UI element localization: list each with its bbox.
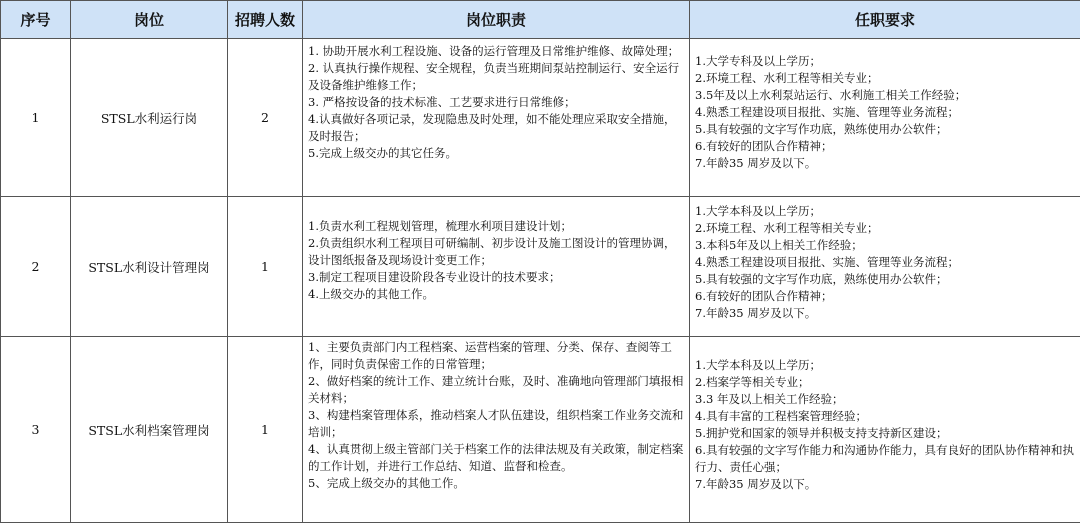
duty-item: 5.完成上级交办的其它任务。 xyxy=(308,146,457,160)
row-seq: 3 xyxy=(1,337,71,523)
requirement-item: 5.具有较强的文字写作功底，熟练使用办公软件； xyxy=(695,122,948,136)
requirement-item: 6.有较好的团队合作精神； xyxy=(695,139,833,153)
table-row xyxy=(1,39,1080,197)
row-duties xyxy=(303,337,690,523)
header-requirements: 任职要求 xyxy=(690,1,1080,39)
duty-item: 1、主要负责部门内工程档案、运营档案的管理、分类、保存、查阅等工作，同时负责保密工作的日常管理； xyxy=(308,340,672,371)
requirement-item: 4.熟悉工程建设项目报批、实施、管理等业务流程； xyxy=(695,255,959,269)
row-position: STSL水利档案管理岗 xyxy=(71,337,228,523)
header-count: 招聘人数 xyxy=(228,1,303,39)
duty-item: 1.负责水利工程规划管理，梳理水利项目建设计划； xyxy=(308,219,572,233)
duty-item: 2. 认真执行操作规程、安全规程，负责当班期间泵站控制运行、安全运行及设备维护维修工作； xyxy=(308,61,680,92)
requirement-item: 2.环境工程、水利工程等相关专业； xyxy=(695,221,879,235)
row-seq: 1 xyxy=(1,39,71,197)
requirement-item: 6.有较好的团队合作精神； xyxy=(695,289,833,303)
requirement-item: 1.大学本科及以上学历； xyxy=(695,358,821,372)
requirement-item: 4.具有丰富的工程档案管理经验； xyxy=(695,409,867,423)
duty-item: 3. 严格按设备的技术标准、工艺要求进行日常维修； xyxy=(308,95,576,109)
row-duties xyxy=(303,39,690,197)
duty-item: 3.制定工程项目建设阶段各专业设计的技术要求； xyxy=(308,270,561,284)
requirement-item: 1.大学本科及以上学历； xyxy=(695,204,821,218)
table-row xyxy=(1,197,1080,337)
header-seq: 序号 xyxy=(1,1,71,39)
requirement-item: 7.年龄35 周岁及以下。 xyxy=(695,306,817,320)
requirement-item: 4.熟悉工程建设项目报批、实施、管理等业务流程； xyxy=(695,105,959,119)
table-row xyxy=(1,337,1080,523)
row-count: 1 xyxy=(228,197,303,337)
header-duties: 岗位职责 xyxy=(303,1,690,39)
row-requirements xyxy=(690,39,1080,197)
requirement-item: 1.大学专科及以上学历； xyxy=(695,54,821,68)
duty-item: 4.上级交办的其他工作。 xyxy=(308,287,434,301)
row-requirements xyxy=(690,337,1080,523)
duty-item: 3、构建档案管理体系，推动档案人才队伍建设，组织档案工作业务交流和培训； xyxy=(308,408,684,439)
row-count: 1 xyxy=(228,337,303,523)
requirement-item: 3.3 年及以上相关工作经验； xyxy=(695,392,844,406)
requirement-item: 7.年龄35 周岁及以下。 xyxy=(695,156,817,170)
requirement-item: 2.档案学等相关专业； xyxy=(695,375,810,389)
requirement-item: 2.环境工程、水利工程等相关专业； xyxy=(695,71,879,85)
duty-item: 5、完成上级交办的其他工作。 xyxy=(308,476,465,490)
duty-item: 4.认真做好各项记录，发现隐患及时处理，如不能处理应采取安全措施，及时报告； xyxy=(308,112,676,143)
row-requirements xyxy=(690,197,1080,337)
requirement-item: 5.具有较强的文字写作功底，熟练使用办公软件； xyxy=(695,272,948,286)
row-duties xyxy=(303,197,690,337)
requirement-item: 3.5年及以上水利泵站运行、水利施工相关工作经验； xyxy=(695,88,967,102)
row-position: STSL水利运行岗 xyxy=(71,39,228,197)
requirement-item: 3.本科5年及以上相关工作经验； xyxy=(695,238,863,252)
duty-item: 1. 协助开展水利工程设施、设备的运行管理及日常维护维修、故障处理； xyxy=(308,44,680,58)
duty-item: 2、做好档案的统计工作、建立统计台账，及时、准确地向管理部门填报相关材料； xyxy=(308,374,684,405)
duty-item: 4、认真贯彻上级主管部门关于档案工作的法律法规及有关政策，制定档案的工作计划，并进行工作总结、知道、监督和检查。 xyxy=(308,442,684,473)
header-row xyxy=(1,1,1080,39)
header-position: 岗位 xyxy=(71,1,228,39)
duty-item: 2.负责组织水利工程项目可研编制、初步设计及施工图设计的管理协调，设计图纸报备及现场设计变更工作； xyxy=(308,236,676,267)
requirement-item: 5.拥护党和国家的领导并积极支持支持新区建设； xyxy=(695,426,948,440)
row-seq: 2 xyxy=(1,197,71,337)
row-position: STSL水利设计管理岗 xyxy=(71,197,228,337)
requirement-item: 6.具有较强的文字写作能力和沟通协作能力，具有良好的团队协作精神和执行力、责任心强； xyxy=(695,443,1074,474)
row-count: 2 xyxy=(228,39,303,197)
requirement-item: 7.年龄35 周岁及以下。 xyxy=(695,477,817,491)
